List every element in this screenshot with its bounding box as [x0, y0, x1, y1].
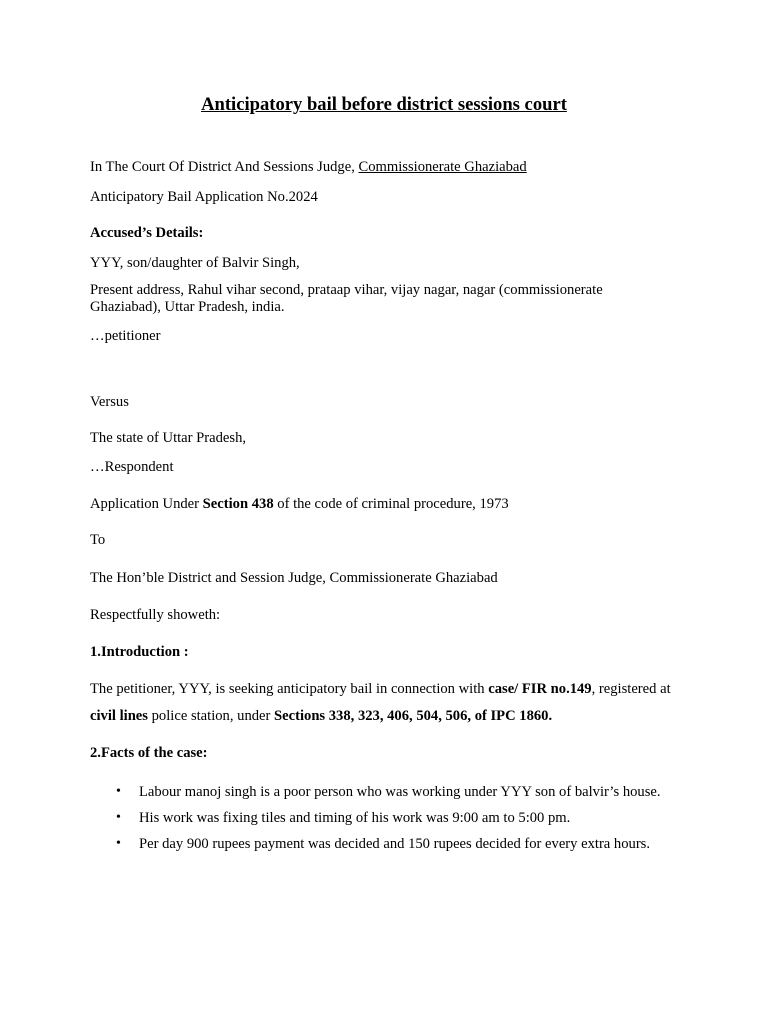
intro-police-station: civil lines: [90, 708, 148, 724]
list-item-text: Per day 900 rupees payment was decided and 150 rupees decided for every extra hours.: [139, 836, 651, 852]
intro-sections: Sections 338, 323, 406, 504, 506, of IPC 1860.: [274, 708, 553, 724]
application-under: [90, 496, 690, 513]
respondent-name: The state of Uttar Pradesh,: [90, 430, 247, 446]
court-line: [90, 159, 690, 176]
introduction-heading: 1.Introduction :: [90, 644, 189, 660]
intro-text-3: police station, under: [147, 708, 275, 724]
salutation: Respectfully showeth:: [90, 607, 221, 623]
list-item: [90, 831, 690, 857]
list-item-text: His work was fixing tiles and timing of his work was 9:00 am to 5:00 pm.: [139, 810, 571, 826]
intro-text-2: , registered at: [591, 681, 671, 697]
court-place: Commissionerate Ghaziabad: [358, 159, 527, 175]
bullet-icon: •: [116, 836, 121, 851]
intro-case-number: case/ FIR no.149: [488, 681, 592, 697]
bullet-icon: •: [116, 784, 121, 799]
accused-address: Present address, Rahul vihar second, prataap vihar, vijay nagar, nagar (commissionerate Ghaziabad), Uttar Pradesh, india.: [90, 282, 603, 315]
list-item: [90, 779, 690, 805]
facts-heading: 2.Facts of the case:: [90, 745, 208, 761]
introduction-paragraph: [90, 676, 690, 730]
accused-name: YYY, son/daughter of Balvir Singh,: [90, 255, 300, 271]
to-label: To: [90, 532, 106, 548]
intro-text-1: The petitioner, YYY, is seeking anticipatory bail in connection with: [90, 681, 489, 697]
addressee: The Hon’ble District and Session Judge, Commissionerate Ghaziabad: [90, 570, 498, 586]
facts-list: [90, 779, 690, 857]
bullet-icon: •: [116, 810, 121, 825]
accused-heading: Accused’s Details:: [90, 225, 204, 241]
list-item: [90, 805, 690, 831]
list-item-text: Labour manoj singh is a poor person who was working under YYY son of balvir’s house.: [139, 784, 661, 800]
application-under-prefix: Application Under: [90, 496, 203, 512]
document-title: Anticipatory bail before district sessions court: [201, 94, 567, 115]
petitioner-label: …petitioner: [90, 328, 161, 344]
application-number: Anticipatory Bail Application No.2024: [90, 189, 318, 205]
court-prefix: In The Court Of District And Sessions Judge,: [90, 159, 359, 175]
application-section: Section 438: [202, 496, 274, 512]
application-under-suffix: of the code of criminal procedure, 1973: [273, 496, 509, 512]
respondent-label: …Respondent: [90, 459, 174, 475]
versus-label: Versus: [90, 394, 129, 410]
